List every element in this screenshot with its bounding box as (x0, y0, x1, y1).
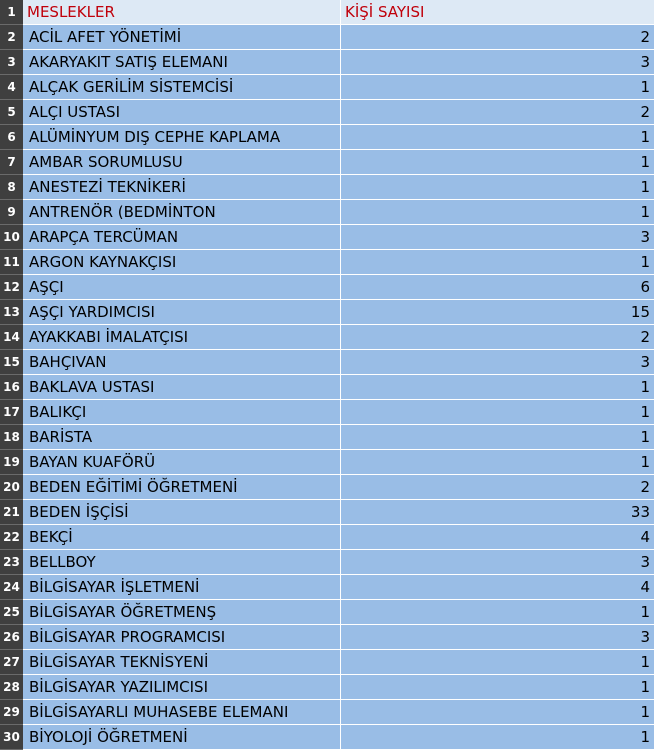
cell-kisi-sayisi[interactable]: 1 (341, 75, 655, 100)
cell-kisi-sayisi[interactable]: 2 (341, 25, 655, 50)
cell-meslek[interactable]: ANESTEZİ TEKNİKERİ (23, 175, 341, 200)
cell-kisi-sayisi[interactable]: 1 (341, 175, 655, 200)
cell-meslek[interactable]: ACİL AFET YÖNETİMİ (23, 25, 341, 50)
cell-meslek[interactable]: BAKLAVA USTASI (23, 375, 341, 400)
row-header[interactable]: 28 (0, 675, 23, 700)
cell-meslek[interactable]: BAYAN KUAFÖRÜ (23, 450, 341, 475)
cell-kisi-sayisi[interactable]: 2 (341, 100, 655, 125)
cell-kisi-sayisi[interactable]: 33 (341, 500, 655, 525)
cell-kisi-sayisi[interactable]: 1 (341, 425, 655, 450)
row-header[interactable]: 16 (0, 375, 23, 400)
row-header[interactable]: 30 (0, 725, 23, 750)
cell-kisi-sayisi[interactable]: 1 (341, 150, 655, 175)
row-header[interactable]: 26 (0, 625, 23, 650)
row-header[interactable]: 4 (0, 75, 23, 100)
cell-meslek[interactable]: BİLGİSAYAR ÖĞRETMENŞ (23, 600, 341, 625)
cell-kisi-sayisi[interactable]: 1 (341, 600, 655, 625)
row-header[interactable]: 19 (0, 450, 23, 475)
cell-kisi-sayisi[interactable]: 6 (341, 275, 655, 300)
cell-meslek[interactable]: BİLGİSAYARLI MUHASEBE ELEMANI (23, 700, 341, 725)
row-header[interactable]: 3 (0, 50, 23, 75)
cell-meslek[interactable]: AMBAR SORUMLUSU (23, 150, 341, 175)
cell-kisi-sayisi[interactable]: 2 (341, 325, 655, 350)
cell-kisi-sayisi[interactable]: 1 (341, 450, 655, 475)
row-header[interactable]: 21 (0, 500, 23, 525)
row-header[interactable]: 5 (0, 100, 23, 125)
cell-kisi-sayisi[interactable]: 3 (341, 50, 655, 75)
cell-meslek[interactable]: AŞÇI (23, 275, 341, 300)
cell-meslek[interactable]: BELLBOY (23, 550, 341, 575)
row-header[interactable]: 25 (0, 600, 23, 625)
cell-kisi-sayisi[interactable]: 1 (341, 700, 655, 725)
row-header[interactable]: 12 (0, 275, 23, 300)
cell-meslek[interactable]: BEDEN İŞÇİSİ (23, 500, 341, 525)
cell-meslek[interactable]: BİLGİSAYAR İŞLETMENİ (23, 575, 341, 600)
row-header[interactable]: 7 (0, 150, 23, 175)
cell-kisi-sayisi[interactable]: 2 (341, 475, 655, 500)
cell-meslek[interactable]: AŞÇI YARDIMCISI (23, 300, 341, 325)
cell-kisi-sayisi[interactable]: 3 (341, 225, 655, 250)
row-header[interactable]: 10 (0, 225, 23, 250)
row-header[interactable]: 14 (0, 325, 23, 350)
row-header[interactable]: 8 (0, 175, 23, 200)
row-header[interactable]: 1 (0, 0, 23, 25)
cell-meslek[interactable]: ALÇI USTASI (23, 100, 341, 125)
row-header[interactable]: 27 (0, 650, 23, 675)
row-header[interactable]: 18 (0, 425, 23, 450)
cell-meslek[interactable]: ARGON KAYNAKÇISI (23, 250, 341, 275)
cell-kisi-sayisi[interactable]: 1 (341, 675, 655, 700)
cell-meslek[interactable]: ARAPÇA TERCÜMAN (23, 225, 341, 250)
row-header[interactable]: 29 (0, 700, 23, 725)
cell-meslek[interactable]: BALIKÇI (23, 400, 341, 425)
row-header[interactable]: 11 (0, 250, 23, 275)
cell-meslek[interactable]: ANTRENÖR (BEDMİNTON (23, 200, 341, 225)
cell-meslek[interactable]: BEDEN EĞİTİMİ ÖĞRETMENİ (23, 475, 341, 500)
cell-kisi-sayisi[interactable]: 1 (341, 125, 655, 150)
row-header[interactable]: 20 (0, 475, 23, 500)
row-header[interactable]: 9 (0, 200, 23, 225)
cell-meslek[interactable]: AYAKKABI İMALATÇISI (23, 325, 341, 350)
cell-meslek[interactable]: BİLGİSAYAR YAZILIMCISI (23, 675, 341, 700)
row-header[interactable]: 15 (0, 350, 23, 375)
cell-kisi-sayisi[interactable]: 15 (341, 300, 655, 325)
row-header[interactable]: 6 (0, 125, 23, 150)
cell-meslek[interactable]: ALÇAK GERİLİM SİSTEMCİSİ (23, 75, 341, 100)
row-header[interactable]: 17 (0, 400, 23, 425)
cell-kisi-sayisi[interactable]: 1 (341, 650, 655, 675)
cell-kisi-sayisi[interactable]: 3 (341, 625, 655, 650)
cell-meslek[interactable]: BAHÇIVAN (23, 350, 341, 375)
cell-kisi-sayisi[interactable]: 1 (341, 725, 655, 750)
cell-meslek[interactable]: ALÜMİNYUM DIŞ CEPHE KAPLAMA (23, 125, 341, 150)
row-header[interactable]: 23 (0, 550, 23, 575)
cell-kisi-sayisi[interactable]: 1 (341, 375, 655, 400)
cell-meslek[interactable]: BARİSTA (23, 425, 341, 450)
cell-kisi-sayisi[interactable]: 4 (341, 575, 655, 600)
column-header-meslekler[interactable]: MESLEKLER (23, 0, 341, 25)
row-header[interactable]: 2 (0, 25, 23, 50)
row-header[interactable]: 13 (0, 300, 23, 325)
cell-meslek[interactable]: BİLGİSAYAR PROGRAMCISI (23, 625, 341, 650)
row-header[interactable]: 24 (0, 575, 23, 600)
cell-meslek[interactable]: BİLGİSAYAR TEKNİSYENİ (23, 650, 341, 675)
cell-kisi-sayisi[interactable]: 1 (341, 250, 655, 275)
cell-kisi-sayisi[interactable]: 4 (341, 525, 655, 550)
cell-kisi-sayisi[interactable]: 1 (341, 200, 655, 225)
cell-kisi-sayisi[interactable]: 1 (341, 400, 655, 425)
cell-meslek[interactable]: AKARYAKIT SATIŞ ELEMANI (23, 50, 341, 75)
row-header[interactable]: 22 (0, 525, 23, 550)
column-header-kisi-sayisi[interactable]: KİŞİ SAYISI (341, 0, 655, 25)
cell-kisi-sayisi[interactable]: 3 (341, 550, 655, 575)
cell-kisi-sayisi[interactable]: 3 (341, 350, 655, 375)
cell-meslek[interactable]: BEKÇİ (23, 525, 341, 550)
cell-meslek[interactable]: BİYOLOJİ ÖĞRETMENİ (23, 725, 341, 750)
